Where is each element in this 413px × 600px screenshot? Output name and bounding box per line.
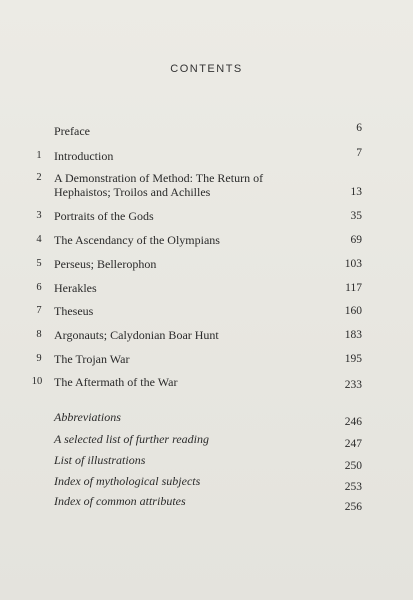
toc-entry-page: 13 [350,186,362,198]
toc-entry-number: 10 [31,376,43,387]
toc-entry-title: Perseus; Bellerophon [54,257,157,271]
toc-entry-title: Introduction [54,149,114,163]
toc-entry-page: 233 [344,379,362,391]
toc-entry-page: 246 [344,416,362,428]
toc-entry-number: 1 [36,150,42,161]
toc-entry-number: 9 [36,353,42,364]
toc-entry-title: Theseus [54,304,94,318]
toc-entry-title: The Ascendancy of the Olympians [54,233,220,247]
toc-entry-number: 2 [36,172,42,183]
toc-entry-page: 247 [344,438,362,450]
toc-entry-title: Preface [54,124,90,138]
toc-entry-page: 117 [345,282,362,294]
toc-entry-page: 195 [344,353,362,365]
toc-entry-page: 6 [356,122,362,134]
toc-entry-title-line2: Hephaistos; Troilos and Achilles [54,185,211,199]
toc-entry-title: Herakles [54,281,97,295]
toc-entry-page: 160 [344,305,362,317]
toc-entry-page: 253 [344,481,362,493]
toc-entry-number: 6 [36,282,42,293]
toc-entry-title: A Demonstration of Method: The Return of [54,171,264,185]
toc-entry-page: 69 [350,234,362,246]
toc-entry-number: 3 [36,210,42,221]
toc-entry-page: 7 [356,147,362,159]
toc-entry-title: Argonauts; Calydonian Boar Hunt [54,328,219,342]
toc-entry-page: 250 [344,460,362,472]
toc-entry-page: 183 [344,329,362,341]
toc-entry-number: 8 [36,329,42,340]
toc-entry-title: A selected list of further reading [54,432,209,446]
toc-entry-page: 256 [344,501,362,513]
toc-entry-title: Index of common attributes [54,494,186,508]
toc-entry-number: 5 [36,258,42,269]
toc-entry-page: 35 [350,210,362,222]
toc-entry-number: 7 [36,305,42,316]
toc-entry-title: The Aftermath of the War [54,375,178,389]
toc-entry-title: Abbreviations [54,410,121,424]
toc-entry-number: 4 [36,234,42,245]
toc-entry-title: Index of mythological subjects [54,474,201,488]
toc-entry-title: The Trojan War [54,352,130,366]
contents-heading: CONTENTS [170,63,243,75]
toc-entry-page: 103 [344,258,362,270]
toc-entry-title: List of illustrations [54,453,146,467]
toc-entry-title: Portraits of the Gods [54,209,154,223]
